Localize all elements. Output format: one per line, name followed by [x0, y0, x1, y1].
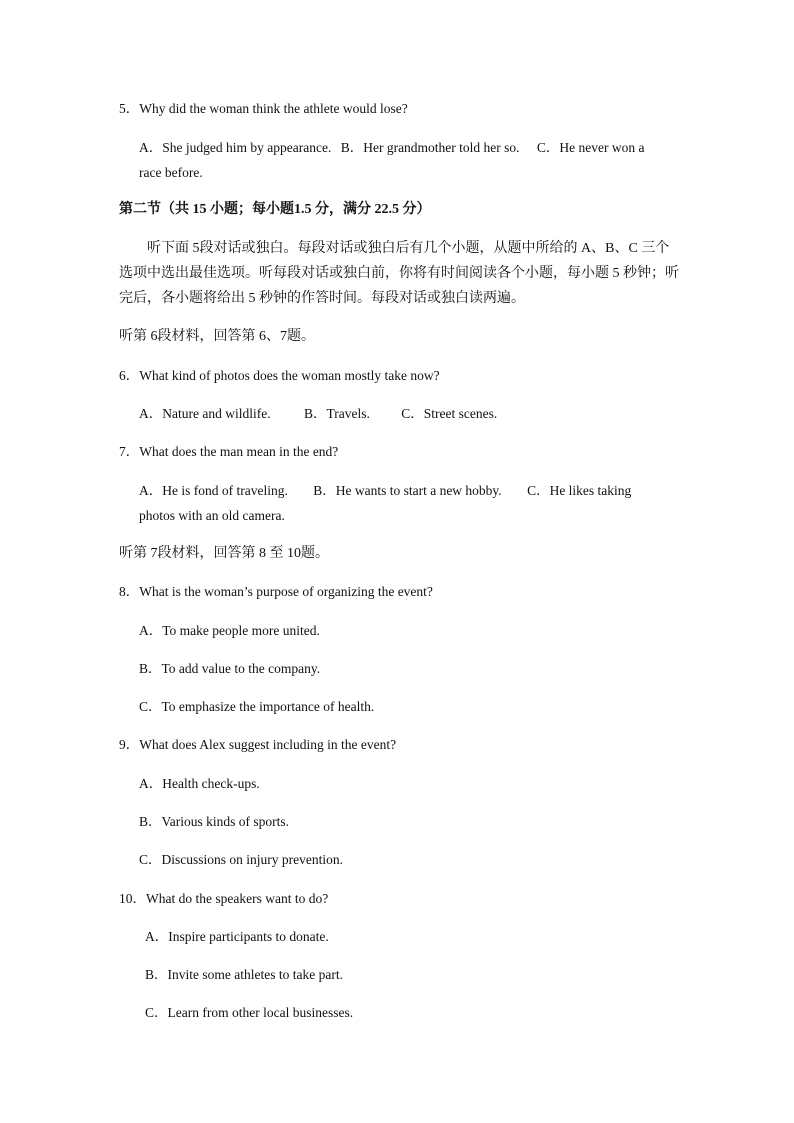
question-7-option-b: B．He wants to start a new hobby.	[313, 483, 502, 498]
question-7-options	[139, 482, 631, 500]
material-6-label: 听第 6段材料，回答第 6、7题。	[119, 329, 315, 344]
question-6-option-a: A．Nature and wildlife.	[139, 406, 271, 421]
question-9-option-a: A．Health check-ups.	[139, 776, 260, 791]
question-10-stem: 10．What do the speakers want to do?	[119, 891, 329, 906]
question-5-stem: 5．Why did the woman think the athlete would lose?	[119, 101, 408, 116]
material-7-label: 听第 7段材料，回答第 8 至 10题。	[119, 546, 329, 561]
question-5-option-c: C．He never won a	[536, 140, 645, 155]
question-10-option-b: B．Invite some athletes to take part.	[145, 967, 343, 982]
question-5-option-a: A．She judged him by appearance.	[139, 140, 332, 155]
question-6-option-b: B．Travels.	[303, 406, 370, 421]
question-8-option-b: B．To add value to the company.	[139, 661, 321, 676]
section-instructions: 听下面 5段对话或独白。每段对话或独白后有几个小题，从题中所给的 A、B、C 三个选项中选出最佳选项。听每段对话或独白前，你将有时间阅读各个小题，每小题 5 秒钟；听完后，各小题将给出 5 秒钟的作答时间。每段对话或独白读两遍。	[119, 241, 679, 306]
question-10-option-c: C．Learn from other local businesses.	[145, 1005, 354, 1020]
question-9-option-b: B．Various kinds of sports.	[139, 814, 290, 829]
question-5-options	[139, 139, 645, 157]
question-9-option-c: C．Discussions on injury prevention.	[139, 852, 343, 867]
question-5-option-b: B．Her grandmother told her so.	[340, 140, 520, 155]
question-8-option-c: C．To emphasize the importance of health.	[139, 699, 375, 714]
question-8-option-a: A．To make people more united.	[139, 623, 320, 638]
question-5-option-c-continued: race before.	[139, 165, 203, 180]
question-7-option-a: A．He is fond of traveling.	[139, 483, 288, 498]
question-7-option-c: C．He likes taking	[527, 483, 632, 498]
section-heading: 第二节（共 15 小题；每小题1.5 分，满分 22.5 分）	[119, 202, 431, 217]
question-9-stem: 9．What does Alex suggest including in the event?	[119, 737, 397, 752]
question-10-option-a: A．Inspire participants to donate.	[145, 929, 329, 944]
question-7-option-c-continued: photos with an old camera.	[139, 508, 285, 523]
question-6-options	[139, 405, 497, 423]
question-7-stem: 7．What does the man mean in the end?	[119, 444, 339, 459]
question-6-option-c: C．Street scenes.	[401, 406, 498, 421]
question-8-stem: 8．What is the woman’s purpose of organizing the event?	[119, 584, 433, 599]
question-6-stem: 6．What kind of photos does the woman mostly take now?	[119, 368, 440, 383]
